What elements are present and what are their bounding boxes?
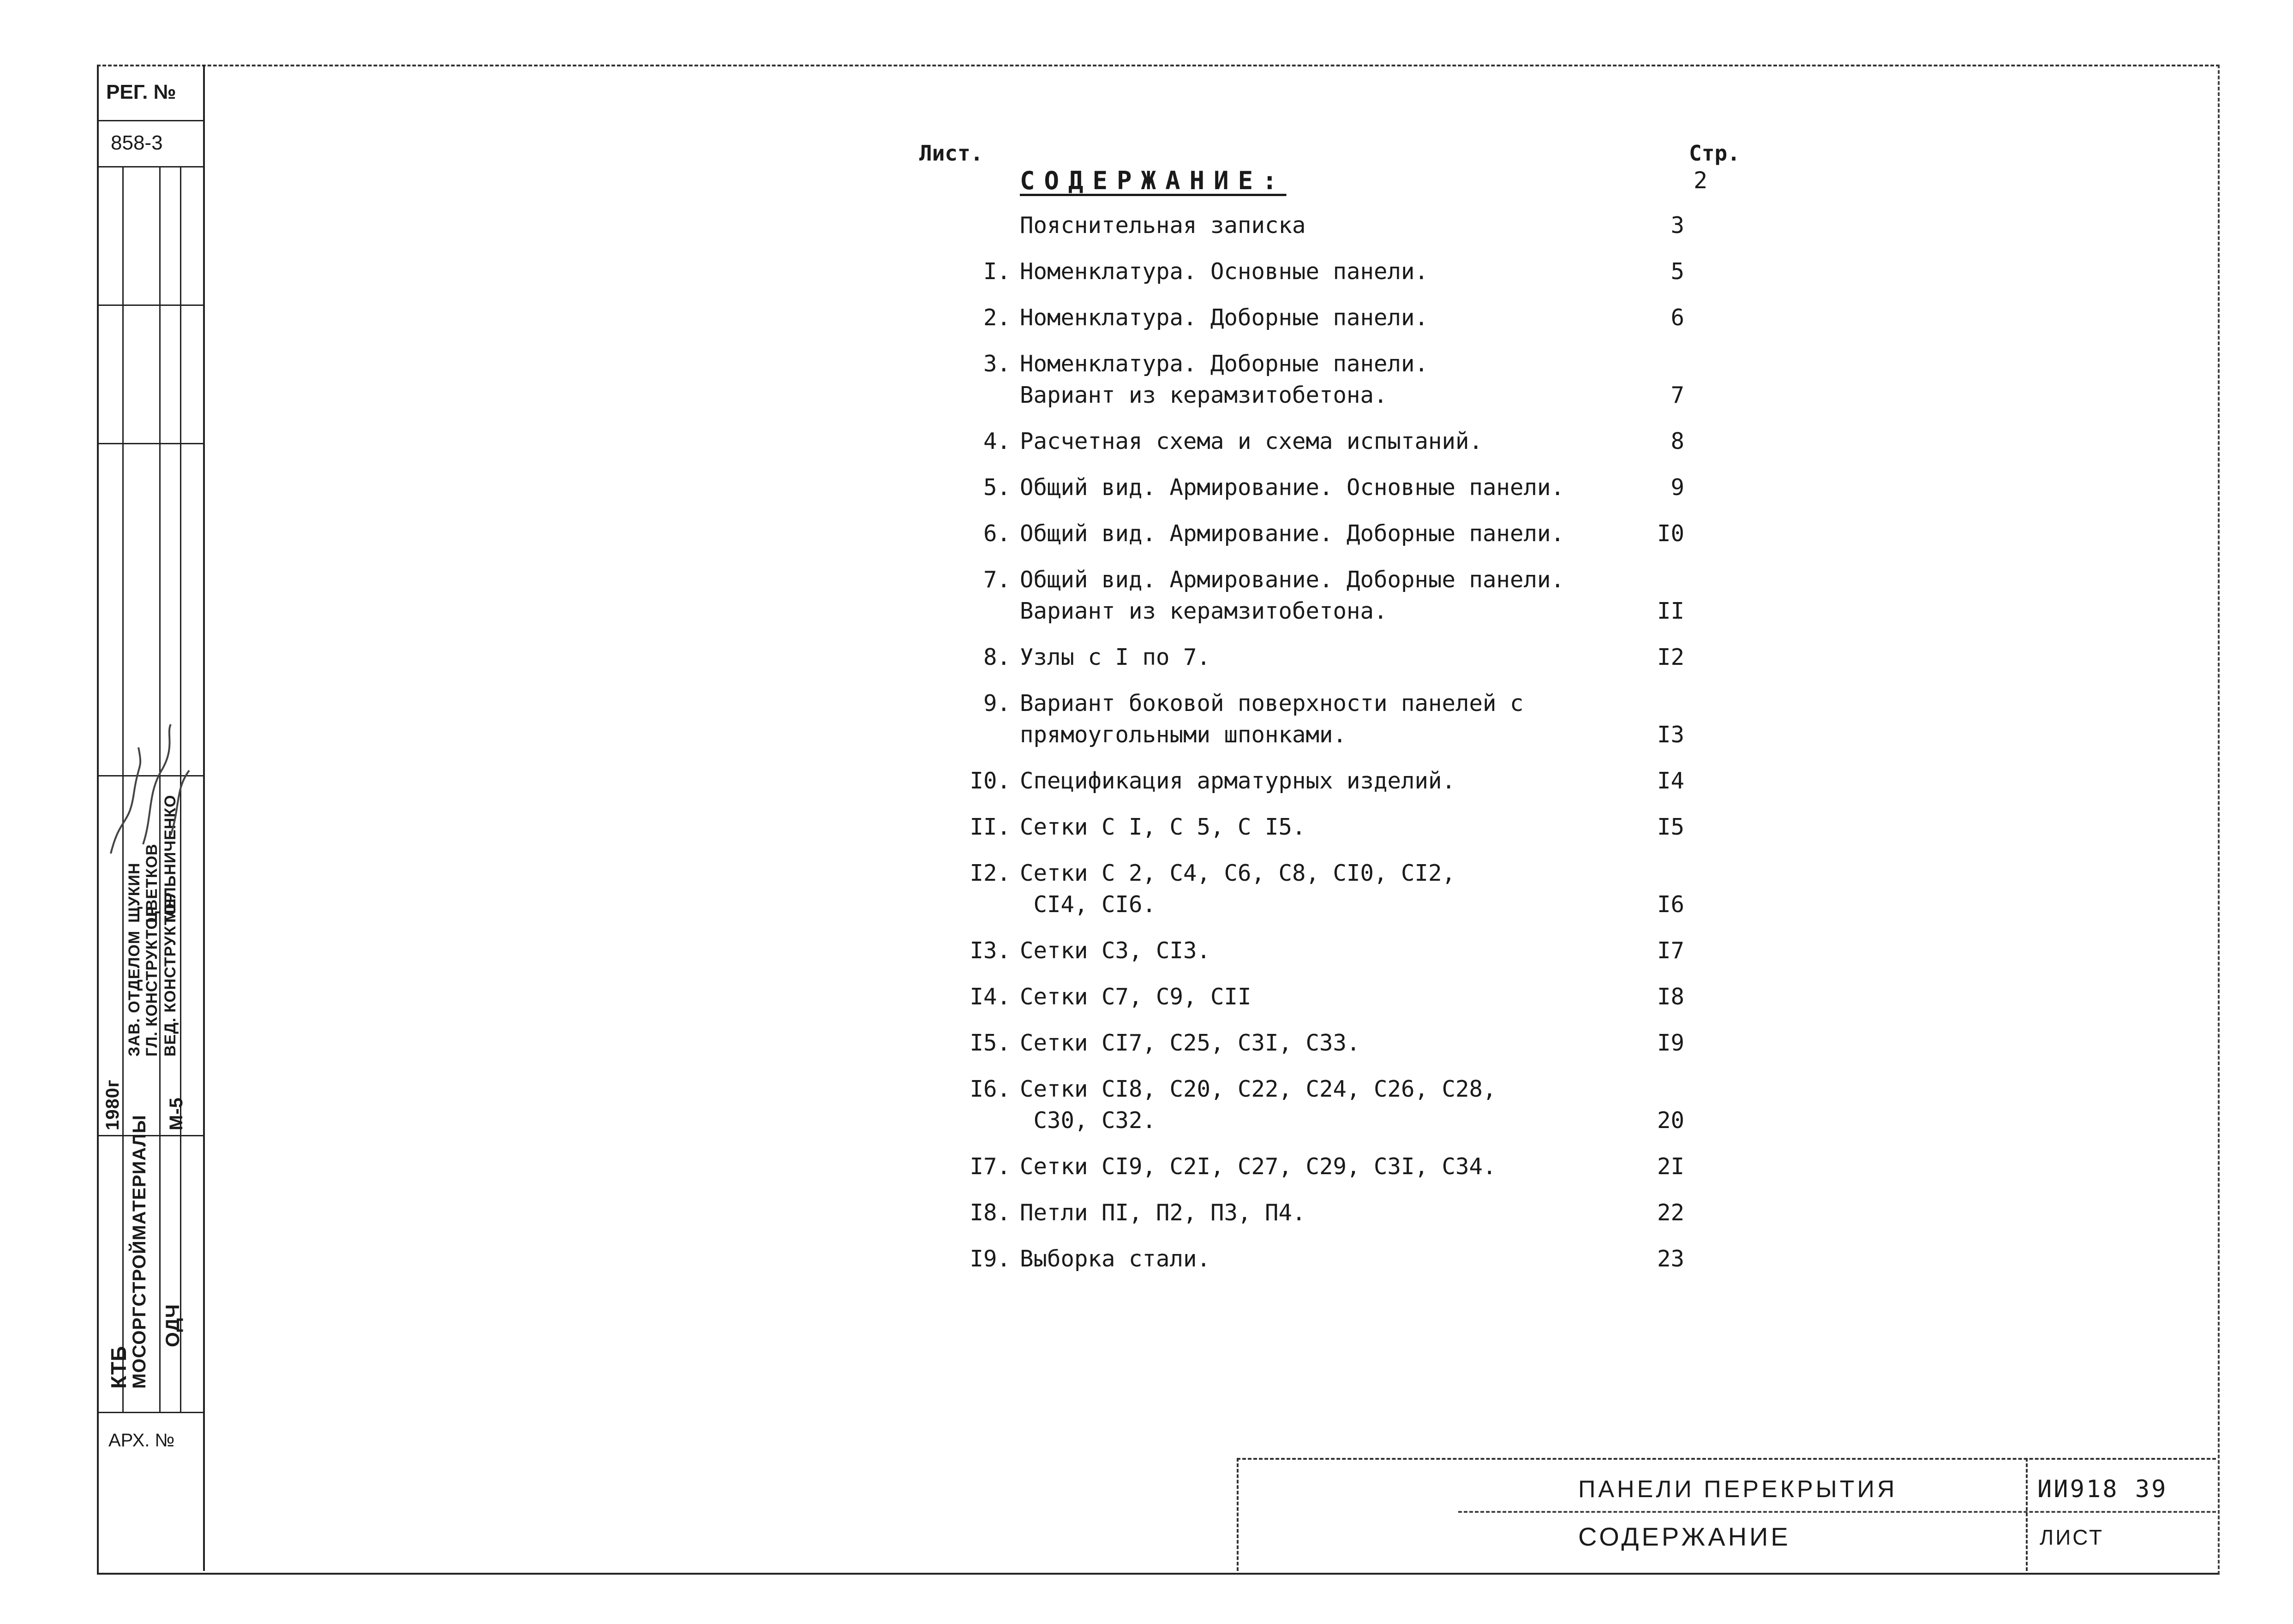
toc-entry-page: II xyxy=(1657,598,1684,624)
title-block xyxy=(1237,1458,2216,1571)
toc-entry-page: 20 xyxy=(1657,1107,1684,1134)
toc-entry-page: 8 xyxy=(1670,428,1684,454)
year-label: 1980г xyxy=(102,1079,123,1130)
toc-entry-title: Общий вид. Армирование. Доборные панели. xyxy=(1020,520,1565,547)
dept-head-role: ЗАВ. ОТДЕЛОМ xyxy=(126,930,143,1057)
toc-entry-page: I9 xyxy=(1657,1030,1684,1056)
toc-entry-number: 2. xyxy=(983,304,1011,331)
toc-entry-page: 3 xyxy=(1670,212,1684,239)
toc-entry xyxy=(946,981,1712,1013)
sheet-column-header: Лист. xyxy=(919,141,983,166)
toc-entry-number: 8. xyxy=(983,644,1011,670)
toc-entry xyxy=(946,765,1712,797)
toc-entry xyxy=(946,1243,1712,1275)
toc-entry xyxy=(946,210,1712,241)
toc-entry xyxy=(946,348,1712,411)
toc-entry-number: I. xyxy=(983,258,1011,285)
toc-entry-title: Общий вид. Армирование. Основные панели. xyxy=(1020,474,1565,501)
toc-entry-title-continued: С30, С32. xyxy=(1020,1107,1156,1134)
toc-entry-page: 2I xyxy=(1657,1153,1684,1180)
toc-entry-page: I4 xyxy=(1657,768,1684,794)
toc-entry-title: Номенклатура. Доборные панели. xyxy=(1020,351,1429,377)
reg-number-label-cell xyxy=(97,65,203,121)
toc-entry-number: I4. xyxy=(970,984,1011,1010)
lead-designer-name: МЕЛЬНИЧЕНКО xyxy=(162,794,179,923)
toc-entry-number: 3. xyxy=(983,351,1011,377)
toc-entry-number: I6. xyxy=(970,1076,1011,1102)
toc-entry-page: I5 xyxy=(1657,814,1684,840)
toc-entry-title: Сетки СI8, С20, С22, С24, С26, С28, xyxy=(1020,1076,1497,1102)
toc-entry-page: I3 xyxy=(1657,722,1684,748)
dept-head-name: ЩУКИН xyxy=(126,862,143,923)
toc-entry xyxy=(946,812,1712,843)
org-line2: МОСОРГСТРОЙМАТЕРИАЛЫ xyxy=(129,1115,150,1389)
toc-entry-page: I7 xyxy=(1657,937,1684,964)
toc-entry-title: Номенклатура. Доборные панели. xyxy=(1020,304,1429,331)
toc-entry-title-continued: Вариант из керамзитобетона. xyxy=(1020,598,1388,624)
toc-entry-page: 6 xyxy=(1670,304,1684,331)
org-line1: КТБ xyxy=(107,1345,131,1389)
toc-entry-page: 7 xyxy=(1670,382,1684,408)
toc-entry-number: I9. xyxy=(970,1246,1011,1272)
table-of-contents xyxy=(946,210,1712,1290)
toc-entry-number: I2. xyxy=(970,860,1011,886)
toc-entry xyxy=(946,688,1712,751)
toc-entry-number: 6. xyxy=(983,520,1011,547)
org-line3: ОДЧ xyxy=(162,1304,183,1347)
toc-entry-title: Петли ПI, П2, П3, П4. xyxy=(1020,1200,1306,1226)
page-column-header: Стр. xyxy=(1689,141,1740,166)
title-block-code: ИИ918 39 xyxy=(2037,1475,2168,1503)
toc-entry-page: 9 xyxy=(1670,474,1684,501)
toc-entry-number: I3. xyxy=(970,937,1011,964)
toc-entry xyxy=(946,256,1712,287)
reg-number-label: РЕГ. № xyxy=(106,81,176,103)
toc-entry xyxy=(946,302,1712,334)
toc-entry-title: Расчетная схема и схема испытаний. xyxy=(1020,428,1483,454)
toc-entry xyxy=(946,1197,1712,1229)
toc-entry-title: Сетки С I, С 5, С I5. xyxy=(1020,814,1306,840)
title-block-line2: СОДЕРЖАНИЕ xyxy=(1578,1522,1791,1551)
toc-entry-title-continued: Вариант из керамзитобетона. xyxy=(1020,382,1388,408)
chief-designer-role: ГЛ. КОНСТРУКТОР xyxy=(143,906,161,1057)
toc-entry-title: Спецификация арматурных изделий. xyxy=(1020,768,1456,794)
toc-entry-number: I0. xyxy=(970,768,1011,794)
toc-entry-title: Сетки СI7, С25, С3I, С33. xyxy=(1020,1030,1360,1056)
toc-entry xyxy=(946,1151,1712,1182)
toc-entry-title: Узлы с I по 7. xyxy=(1020,644,1211,670)
title-block-line1: ПАНЕЛИ ПЕРЕКРЫТИЯ xyxy=(1578,1476,1898,1503)
toc-entry xyxy=(946,1074,1712,1136)
toc-entry-title: Сетки С7, С9, СII xyxy=(1020,984,1251,1010)
archive-label: АРХ. № xyxy=(108,1430,175,1451)
toc-entry-title-continued: прямоугольными шпонками. xyxy=(1020,722,1347,748)
toc-entry xyxy=(946,518,1712,549)
toc-entry-number: 5. xyxy=(983,474,1011,501)
toc-entry-number: I5. xyxy=(970,1030,1011,1056)
toc-entry-title: Общий вид. Армирование. Доборные панели. xyxy=(1020,567,1565,593)
toc-entry-page: I8 xyxy=(1657,984,1684,1010)
toc-entry-number: I7. xyxy=(970,1153,1011,1180)
signature-block xyxy=(97,166,203,1476)
toc-entry-title: Номенклатура. Основные панели. xyxy=(1020,258,1429,285)
toc-entry xyxy=(946,642,1712,673)
toc-entry xyxy=(946,564,1712,627)
toc-entry-title: Выборка стали. xyxy=(1020,1246,1211,1272)
toc-entry-title-continued: СI4, СI6. xyxy=(1020,891,1156,918)
reg-number-value-cell xyxy=(97,120,203,167)
toc-entry-page: 22 xyxy=(1657,1200,1684,1226)
title-page-number: 2 xyxy=(1694,167,1708,194)
toc-entry xyxy=(946,472,1712,503)
toc-entry-title: Сетки СI9, С2I, С27, С29, С3I, С34. xyxy=(1020,1153,1497,1180)
toc-entry-number: 4. xyxy=(983,428,1011,454)
left-stamp xyxy=(97,65,205,1571)
toc-entry-title: Сетки С 2, С4, С6, С8, СI0, СI2, xyxy=(1020,860,1456,886)
signatures-scribble xyxy=(102,678,198,863)
document-title: СОДЕРЖАНИЕ: xyxy=(1020,166,1287,195)
toc-entry-page: 5 xyxy=(1670,258,1684,285)
toc-entry-page: I6 xyxy=(1657,891,1684,918)
toc-entry-title: Пояснительная записка xyxy=(1020,212,1306,239)
toc-entry-number: 7. xyxy=(983,567,1011,593)
chief-designer-name: ЦВЕТКОВ xyxy=(143,843,161,923)
toc-entry-number: II. xyxy=(970,814,1011,840)
toc-entry-number: 9. xyxy=(983,690,1011,716)
toc-entry xyxy=(946,858,1712,920)
toc-entry-title: Сетки С3, СI3. xyxy=(1020,937,1211,964)
toc-entry-page: I0 xyxy=(1657,520,1684,547)
toc-entry xyxy=(946,935,1712,967)
toc-entry-page: I2 xyxy=(1657,644,1684,670)
title-block-sheet-label: ЛИСТ xyxy=(2040,1525,2104,1549)
lead-designer-role: ВЕД. КОНСТРУКТОР xyxy=(162,892,179,1057)
toc-entry xyxy=(946,426,1712,457)
month-label: М-5 xyxy=(166,1097,186,1130)
toc-entry xyxy=(946,1027,1712,1059)
toc-entry-number: I8. xyxy=(970,1200,1011,1226)
toc-entry-page: 23 xyxy=(1657,1246,1684,1272)
reg-number-value: 858-3 xyxy=(111,131,163,154)
toc-entry-title: Вариант боковой поверхности панелей с xyxy=(1020,690,1524,716)
